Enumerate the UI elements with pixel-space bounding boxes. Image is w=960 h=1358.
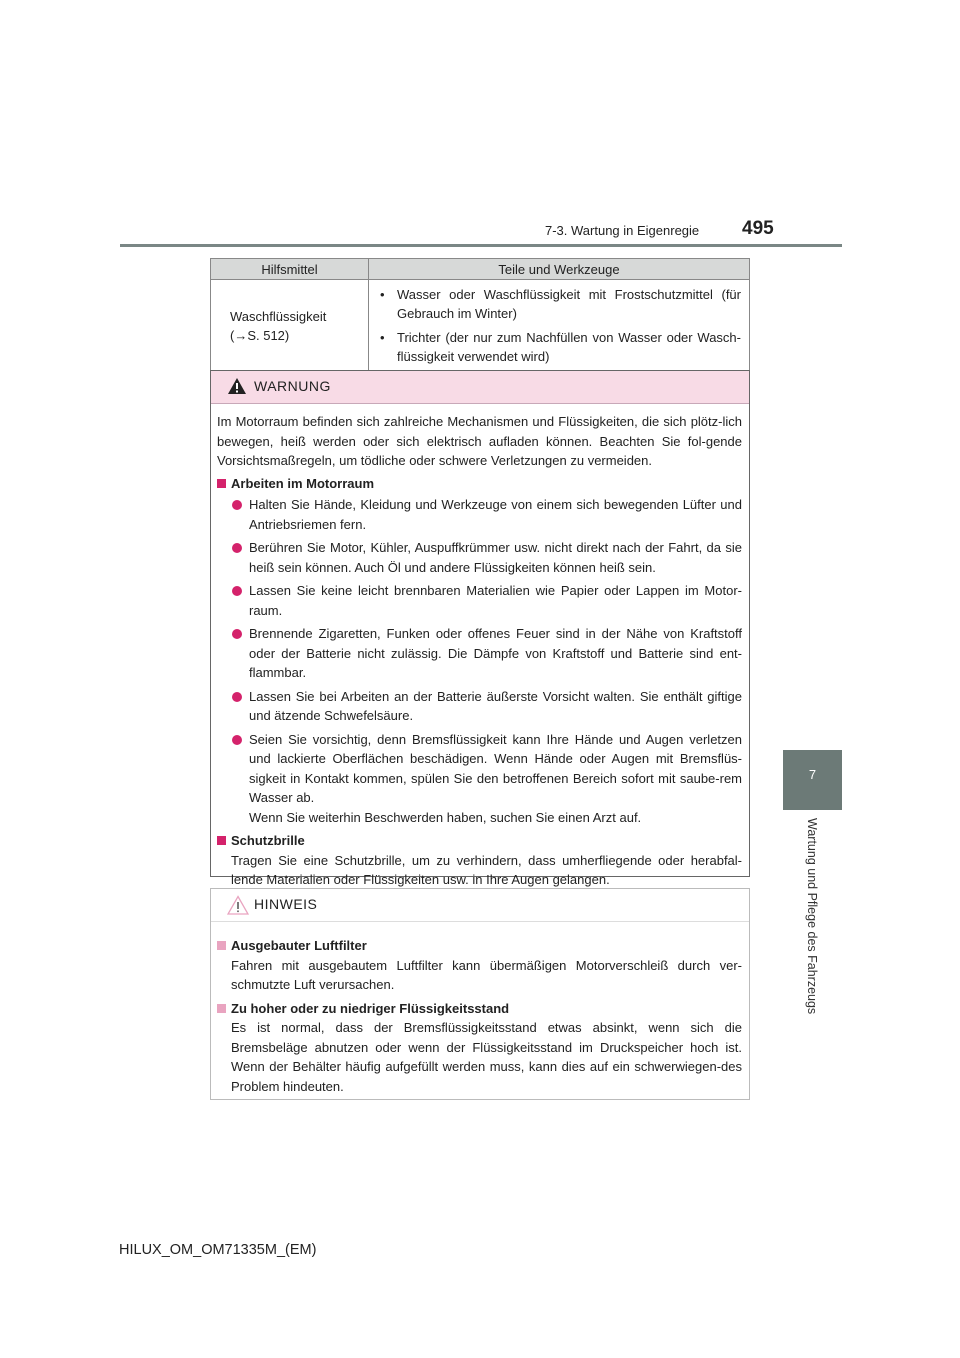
dot-bullet-icon [232, 629, 242, 639]
dot-bullet-icon [232, 692, 242, 702]
list-item-text: Berühren Sie Motor, Kühler, Auspuffkrümmer usw. nicht direkt nach der Fahrt, da sie heiß sein können. Auch Öl und andere Flüssigkeiten können heiß sein. [249, 540, 742, 575]
list-item-extra: Wenn Sie weiterhin Beschwerden haben, suchen Sie einen Arzt auf. [249, 809, 642, 825]
list-item-text: Seien Sie vorsichtig, denn Bremsflüssigkeit kann Ihre Hände und Augen verletzen und lackierte Oberflächen beschädigen. Wenn Hände oder Augen mit Bremsflüs-sigkeit in Kontakt kommen, spülen Sie den betroffenen Bereich sofort mit saube-rem Wasser ab. [249, 731, 742, 805]
note-title: HINWEIS [254, 896, 318, 912]
dot-bullet-icon [232, 735, 242, 745]
section-title [217, 831, 742, 851]
warning-body [211, 404, 749, 890]
list-item [217, 495, 742, 534]
list-item [217, 538, 742, 577]
dot-bullet-icon [232, 586, 242, 596]
square-bullet-icon [217, 836, 226, 845]
document-code: HILUX_OM_OM71335M_(EM) [119, 1242, 317, 1258]
note-header [211, 889, 749, 922]
chapter-number: 7 [808, 767, 817, 782]
list-item: • Wasser oder Waschflüssigkeit mit Frostschutzmittel (für Gebrauch im Winter) [378, 285, 741, 323]
notice-triangle-icon [227, 895, 249, 915]
warning-header [211, 371, 749, 404]
section-text: Fahren mit ausgebautem Luftfilter kann übermäßigen Motorverschleiß durch ver-schmutzte Luft verursachen. [231, 957, 742, 992]
list-item [217, 581, 742, 620]
header-divider [120, 244, 842, 247]
category-name: Waschflüssigkeit [230, 308, 327, 324]
dot-bullet-icon [232, 500, 242, 510]
list-item-text: Lassen Sie bei Arbeiten an der Batterie äußerste Vorsicht walten. Sie enthält giftige und ätzende Schwefelsäure. [249, 688, 742, 723]
square-bullet-icon [217, 479, 226, 488]
note-body [211, 922, 749, 1096]
section-title-text: Ausgebauter Luftfilter [231, 938, 367, 953]
chapter-title-wrap [799, 818, 823, 1038]
square-bullet-icon [217, 1004, 226, 1013]
list-item [217, 624, 742, 683]
list-item-text: Brennende Zigaretten, Funken oder offenes Feuer sind in der Nähe von Kraftstoff oder der Batterie nicht zulässig. Die Dämpfe von Kraftstoff und Batterie sind ent-flammbar. [249, 626, 742, 680]
square-bullet-icon [217, 941, 226, 950]
list-item-text: Halten Sie Hände, Kleidung und Werkzeuge von einem sich bewegenden Lüfter und Antriebsriemen fern. [249, 497, 742, 532]
list-item-text: Lassen Sie keine leicht brennbaren Materialien wie Papier oder Lappen im Motor-raum. [249, 583, 742, 618]
table-header-parts: Teile und Werkzeuge [369, 259, 750, 280]
category-page-ref: (→S. 512) [230, 327, 290, 343]
warning-box [210, 370, 750, 887]
list-item [217, 687, 742, 726]
list-item [217, 730, 742, 828]
section-title [217, 474, 742, 494]
section-title [217, 999, 742, 1019]
table-header-row [211, 259, 750, 280]
section-text: Es ist normal, dass der Bremsflüssigkeitsstand etwas absinkt, wenn sich die Bremsbeläge abnutzen oder wenn der Flüssigkeitsstand im Druckspeicher hoch ist. Wenn der Behälter häufig aufgefüllt werden muss, kann dies auf ein schwerwiegen-des Problem hindeuten. [231, 1020, 742, 1094]
table-header-aids: Hilfsmittel [211, 259, 369, 280]
note-box [210, 888, 750, 1100]
section-title-text: Zu hoher oder zu niedriger Flüssigkeitsstand [231, 1000, 510, 1016]
warning-intro: Im Motorraum befinden sich zahlreiche Mechanismen und Flüssigkeiten, die sich plötz-lich bewegen, heiß werden oder sich elektrisch aufladen können. Beachten Sie fol-gende Vorsichtsmaßregeln, um tödliche oder schwere Verletzungen zu vermeiden. [217, 414, 742, 468]
table-row [211, 280, 750, 372]
chapter-title: Wartung und Pflege des Fahrzeugs [805, 818, 819, 1015]
dot-bullet-icon [232, 543, 242, 553]
section-title-text: Arbeiten im Motorraum [231, 475, 375, 491]
section-title-text: Schutzbrille [231, 833, 305, 848]
warning-title: WARNUNG [254, 378, 331, 394]
section-text: Tragen Sie eine Schutzbrille, um zu verhindern, dass umherfliegende oder herabfal-lende Materialien oder Flüssigkeiten usw. in Ihre Augen gelangen. [231, 852, 742, 887]
tools-table [210, 258, 750, 372]
section-title [217, 936, 742, 956]
section-heading: 7-3. Wartung in Eigenregie [545, 223, 700, 238]
table-cell-items [369, 280, 750, 372]
warning-triangle-icon [227, 377, 247, 395]
list-item: • Trichter (der nur zum Nachfüllen von Wasser oder Wasch-flüssigkeit verwendet wird) [378, 328, 741, 366]
table-cell-category [211, 280, 369, 372]
page-number: 495 [742, 218, 774, 239]
chapter-tab [783, 750, 842, 810]
